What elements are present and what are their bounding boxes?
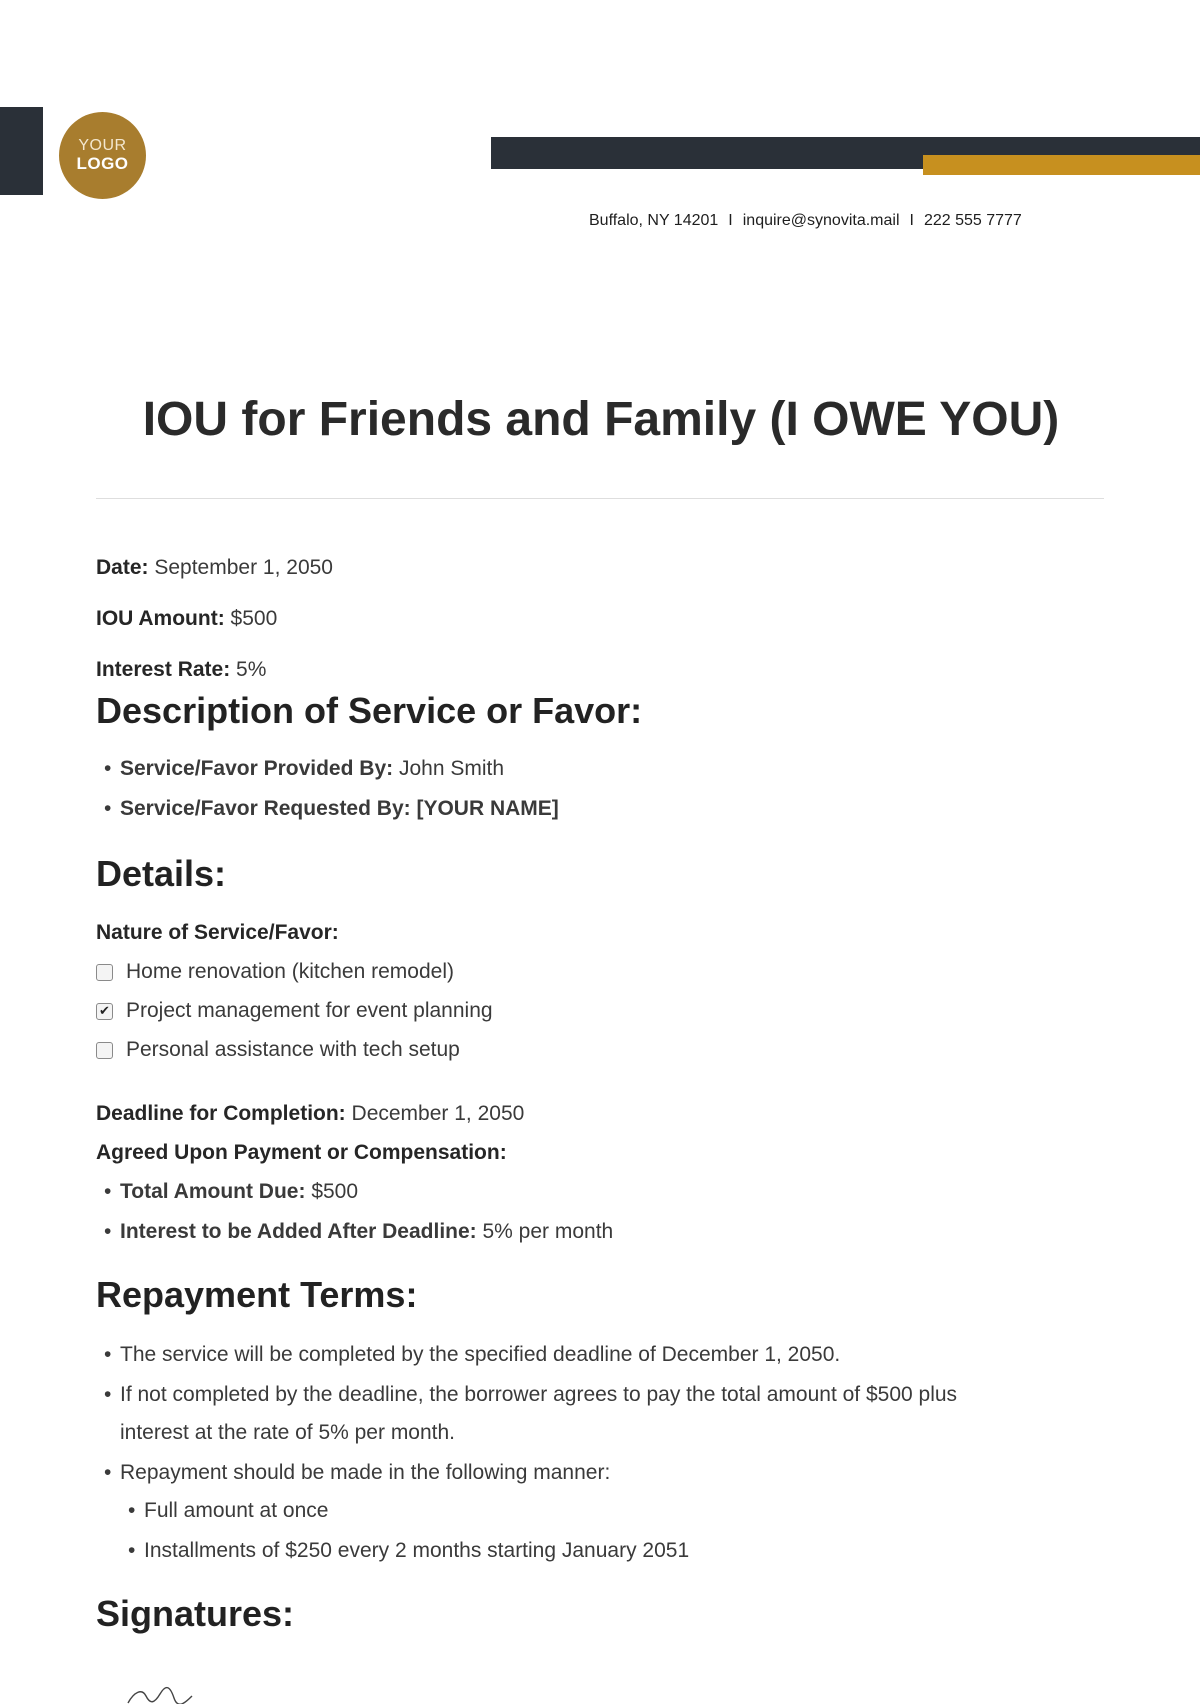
requested-by-label: Service/Favor Requested By: [120, 797, 411, 820]
logo-line-2: LOGO [76, 153, 129, 173]
option-label: Personal assistance with tech setup [126, 1038, 460, 1061]
repayment-subitem-1 [128, 1499, 328, 1523]
repayment-item-3-text: Repayment should be made in the following manner: [120, 1461, 611, 1484]
total-due-value: $500 [311, 1180, 359, 1203]
amount-label: IOU Amount: [96, 607, 225, 630]
deadline-label: Deadline for Completion: [96, 1102, 346, 1125]
logo-line-1: YOUR [78, 137, 127, 155]
option-home-renovation[interactable] [96, 960, 454, 984]
requested-by-value: [YOUR NAME] [416, 797, 559, 820]
option-project-management[interactable] [96, 999, 493, 1023]
interest-rate-row [96, 658, 266, 682]
contact-separator: I [728, 212, 733, 229]
date-row [96, 556, 333, 580]
provided-by-label: Service/Favor Provided By: [120, 757, 394, 780]
contact-email[interactable]: inquire@synovita.mail [742, 212, 900, 229]
interest-rate-label: Interest Rate: [96, 658, 231, 681]
deadline-value: December 1, 2050 [351, 1102, 525, 1125]
option-tech-setup[interactable] [96, 1038, 460, 1062]
repayment-item-1-text: The service will be completed by the specified deadline of December 1, 2050. [120, 1343, 841, 1366]
repayment-subitem-2-text: Installments of $250 every 2 months starting January 2051 [144, 1539, 690, 1562]
repayment-subitem-2 [128, 1539, 689, 1563]
total-due-label: Total Amount Due: [120, 1180, 306, 1203]
deadline-row [96, 1102, 524, 1126]
interest-after-deadline-item [104, 1220, 613, 1244]
description-heading: Description of Service or Favor: [96, 690, 643, 731]
repayment-item-2 [104, 1383, 957, 1407]
amount-value: $500 [230, 607, 278, 630]
company-logo [59, 112, 146, 199]
interest-after-deadline-value: 5% per month [482, 1220, 614, 1243]
repayment-item-2-text: If not completed by the deadline, the borrower agrees to pay the total amount of $500 plus [120, 1383, 958, 1406]
signature-scribble-icon [120, 1684, 230, 1704]
option-label: Home renovation (kitchen remodel) [126, 960, 454, 983]
amount-row [96, 607, 277, 631]
nature-label: Nature of Service/Favor: [96, 921, 339, 944]
provided-by-value: John Smith [398, 757, 505, 780]
contact-separator: I [909, 212, 914, 229]
checkbox-checked-icon[interactable]: ✔ [96, 1003, 113, 1020]
provided-by-item [104, 757, 504, 781]
requested-by-item [104, 797, 559, 821]
contact-line [589, 212, 1022, 230]
signatures-heading: Signatures: [96, 1593, 295, 1634]
date-value: September 1, 2050 [154, 556, 333, 579]
contact-address: Buffalo, NY 14201 [589, 212, 719, 229]
repayment-item-2-continued: interest at the rate of 5% per month. [120, 1421, 456, 1444]
checkbox-unchecked-icon[interactable] [96, 1042, 113, 1059]
repayment-subitem-1-text: Full amount at once [144, 1499, 329, 1522]
date-label: Date: [96, 556, 149, 579]
checkbox-unchecked-icon[interactable] [96, 964, 113, 981]
document-title: IOU for Friends and Family (I OWE YOU) [142, 393, 1060, 446]
total-due-item [104, 1180, 358, 1204]
contact-phone: 222 555 7777 [923, 212, 1022, 229]
title-divider [96, 498, 1104, 499]
payment-label-row [96, 1141, 507, 1165]
payment-label: Agreed Upon Payment or Compensation: [96, 1141, 507, 1164]
repayment-item-1 [104, 1343, 840, 1367]
details-heading: Details: [96, 853, 227, 894]
interest-rate-value: 5% [236, 658, 267, 681]
header-gold-band [923, 155, 1200, 175]
repayment-heading: Repayment Terms: [96, 1274, 418, 1315]
nature-label-row [96, 921, 339, 945]
left-accent-bar [0, 107, 43, 195]
repayment-item-3 [104, 1461, 610, 1485]
interest-after-deadline-label: Interest to be Added After Deadline: [120, 1220, 477, 1243]
option-label: Project management for event planning [126, 999, 493, 1022]
